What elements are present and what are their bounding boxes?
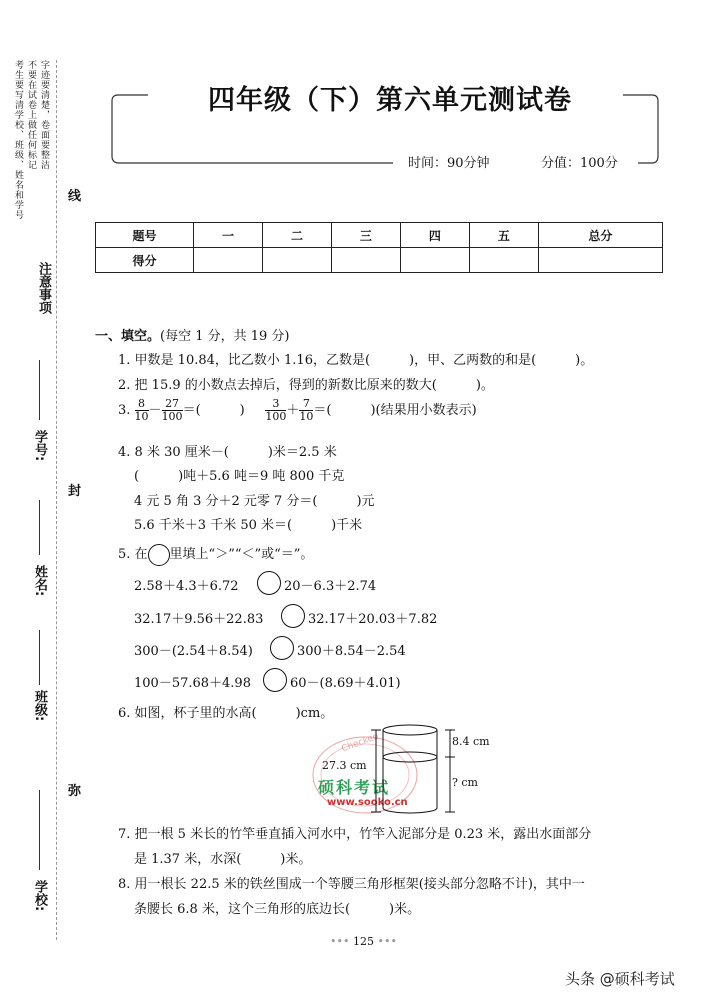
q5-row-2-left: 32.17＋9.56＋22.83 (134, 612, 264, 627)
score-row-label: 得分 (96, 248, 194, 273)
q5-post: 里填上“＞”“＜”或“＝”。 (169, 547, 314, 562)
seal-dashed-line (56, 60, 57, 940)
cup-label-total: 27.3 cm (322, 759, 367, 772)
frac-num: 3 (265, 398, 286, 411)
compare-circle[interactable] (263, 668, 287, 692)
score-cell[interactable] (194, 248, 263, 273)
compare-circle[interactable] (257, 571, 281, 595)
question-2: 2. 把 15.9 的小数点去掉后，得到的新数比原来的数大( )。 (118, 378, 494, 393)
question-7a: 7. 把一根 5 米长的竹竿垂直插入河水中，竹竿入泥部分是 0.23 米，露出水面部分 (118, 827, 592, 842)
q5-row-4-left: 100－57.68＋4.98 (134, 676, 251, 691)
page-number-text: 125 (352, 935, 374, 948)
score-cell[interactable] (538, 248, 662, 273)
class-label: 班级: (32, 690, 47, 722)
score-header-cell: 五 (469, 223, 538, 248)
dots-icon: ••• (330, 935, 353, 948)
seal-mi: 弥 (68, 784, 82, 799)
credit-watermark: 头条 @硕科考试 (565, 970, 675, 988)
question-6: 6. 如图，杯子里的水高( )cm。 (118, 706, 334, 721)
question-1: 1. 甲数是 10.84，比乙数小 1.16，乙数是( )，甲、乙两数的和是( )。 (118, 353, 594, 368)
student-id-line[interactable] (39, 360, 40, 420)
frac-den: 10 (134, 410, 149, 423)
section-note: (每空 1 分，共 19 分) (160, 329, 290, 344)
q5-row-3-left: 300－(2.54＋8.54) (134, 644, 253, 659)
notice-line-1: 考生要写清学校、班级、姓名和学号 (13, 60, 23, 220)
compare-circle[interactable] (281, 604, 305, 628)
watermark-url: www.sooko.cn (327, 797, 408, 808)
question-8a: 8. 用一根长 22.5 米的铁丝围成一个等腰三角形框架(接头部分忽略不计)，其中一 (118, 877, 585, 892)
question-4a: 4. 8 米 30 厘米－( )米＝2.5 米 (118, 445, 337, 460)
fraction (265, 398, 286, 423)
question-4d: 5.6 千米＋3 千米 50 米＝( )千米 (134, 518, 363, 533)
student-id-label: 学号: (32, 430, 47, 462)
score-header-cell: 题号 (96, 223, 194, 248)
time-info: 时间：90分钟 (408, 156, 490, 171)
q3-prefix: 3. (118, 403, 131, 418)
q5-row-3-right: 300＋8.54－2.54 (297, 644, 406, 659)
class-line[interactable] (39, 630, 40, 685)
q5-pre: 5. 在 (118, 547, 148, 562)
fraction (135, 398, 149, 423)
question-5 (118, 543, 313, 566)
seal-xian: 线 (68, 189, 82, 204)
score-header-cell: 一 (194, 223, 263, 248)
frac-den: 10 (299, 410, 314, 423)
name-label: 姓名: (32, 565, 47, 597)
frac-num: 7 (299, 398, 313, 411)
fraction (162, 398, 183, 423)
notice-line-3: 字迹要清楚，卷面要整洁 (39, 60, 49, 170)
name-line[interactable] (39, 500, 40, 555)
q5-row-1-left: 2.58＋4.3＋6.72 (134, 579, 239, 594)
seal-feng: 封 (68, 484, 82, 499)
frac-den: 100 (161, 410, 183, 423)
notice-line-2: 不要在试卷上做任何标记 (26, 60, 36, 170)
fraction (299, 398, 313, 423)
score-cell[interactable] (400, 248, 469, 273)
q3-minus: － (148, 403, 162, 418)
frac-num: 27 (162, 398, 183, 411)
question-3 (118, 398, 477, 423)
score-cell[interactable] (331, 248, 400, 273)
score-header-cell: 三 (331, 223, 400, 248)
cup-label-water: ? cm (452, 776, 478, 789)
dots-icon: ••• (373, 935, 397, 948)
score-table (95, 222, 663, 273)
school-line[interactable] (39, 790, 40, 870)
q3-eq2: ＝( )(结果用小数表示) (313, 403, 477, 418)
watermark-ring-text: Checked (340, 731, 381, 755)
frac-num: 8 (135, 398, 149, 411)
question-4b: ( )吨＋5.6 吨＝9 吨 800 千克 (134, 469, 345, 484)
watermark-main: 硕科考试 (318, 778, 391, 797)
score-header-cell: 总分 (538, 223, 662, 248)
compare-circle[interactable] (270, 636, 294, 660)
score-header-cell: 二 (262, 223, 331, 248)
q5-row-1-right: 20－6.3＋2.74 (284, 579, 377, 594)
question-8b: 条腰长 6.8 米，这个三角形的底边长( )米。 (134, 902, 421, 917)
question-7b: 是 1.37 米，水深( )米。 (134, 852, 312, 867)
section-heading: 一、填空。 (95, 329, 161, 344)
page-number (330, 935, 397, 948)
cup-label-top: 8.4 cm (452, 735, 490, 748)
score-header-cell: 四 (400, 223, 469, 248)
question-4c: 4 元 5 角 3 分＋2 元零 7 分＝( )元 (134, 494, 375, 509)
q5-row-2-right: 32.17＋20.03＋7.82 (308, 612, 438, 627)
notice-label: 注意事项 (36, 262, 51, 314)
q3-eq1: ＝( ) (182, 403, 245, 418)
school-label: 学校: (32, 880, 47, 912)
q5-row-4-right: 60－(8.69＋4.01) (290, 676, 401, 691)
page-title: 四年级（下）第六单元测试卷 (160, 78, 620, 117)
score-cell[interactable] (469, 248, 538, 273)
score-info: 分值：100分 (541, 156, 618, 171)
score-cell[interactable] (262, 248, 331, 273)
q3-plus: ＋ (286, 403, 300, 418)
compare-circle-icon (148, 544, 170, 566)
frac-den: 100 (265, 410, 287, 423)
